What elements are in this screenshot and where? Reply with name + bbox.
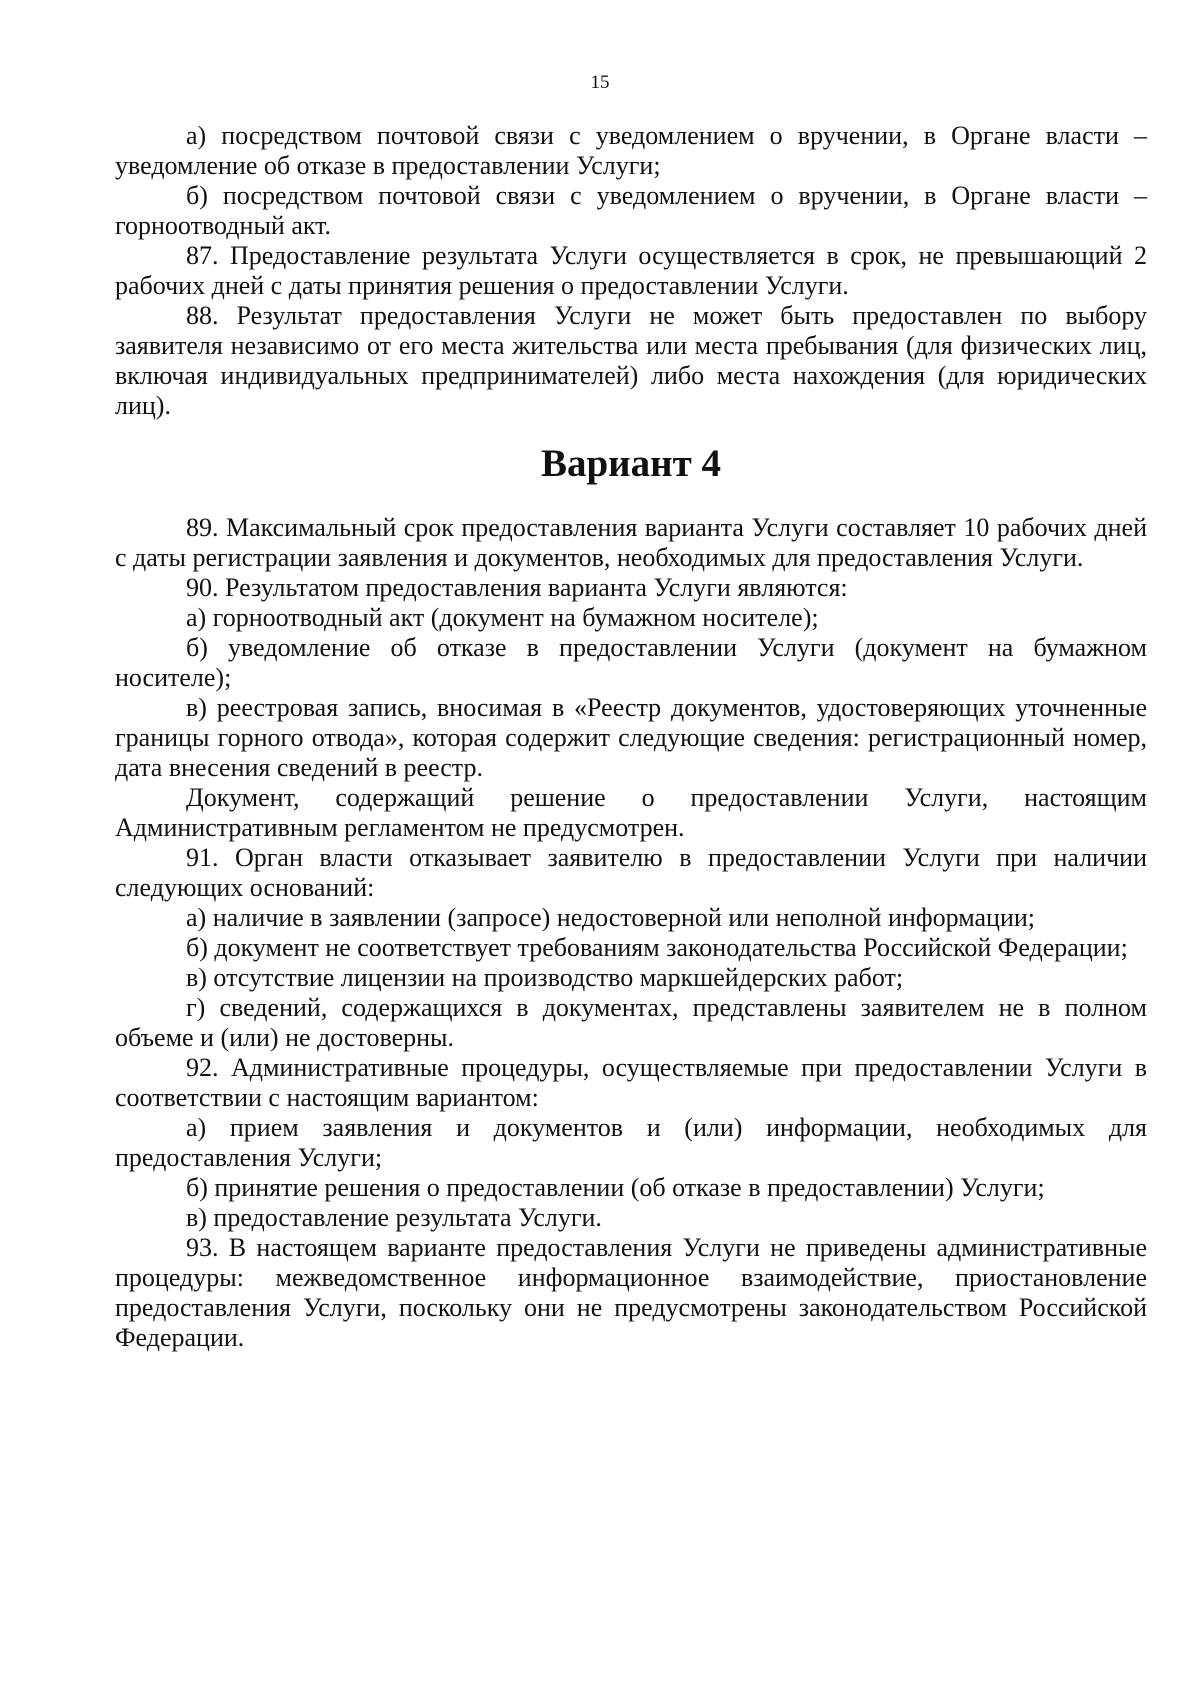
paragraph-87: 87. Предоставление результата Услуги осуществляется в срок, не превышающий 2 рабочих дней с даты принятия решения о предоставлении Услуги. <box>115 241 1147 300</box>
paragraph-92c: в) предоставление результата Услуги. <box>186 1203 602 1232</box>
paragraph-91b: б) документ не соответствует требованиям законодательства Российской Федерации; <box>186 933 1128 962</box>
paragraph-92: 92. Административные процедуры, осуществляемые при предоставлении Услуги в соответствии с настоящим вариантом: <box>115 1053 1147 1112</box>
paragraph-90c: в) реестровая запись, вносимая в «Реестр документов, удостоверяющих уточненные границы горного отвода», которая содержит следующие сведения: регистрационный номер, дата внесения сведений в реестр. <box>115 693 1147 782</box>
paragraph-92a: а) прием заявления и документов и (или) информации, необходимых для предоставления Услуги; <box>115 1113 1147 1172</box>
paragraph-document-note: Документ, содержащий решение о предоставлении Услуги, настоящим Административным регламентом не предусмотрен. <box>115 783 1147 842</box>
paragraph-91a: а) наличие в заявлении (запросе) недостоверной или неполной информации; <box>186 903 1036 932</box>
paragraph-91d: г) сведений, содержащихся в документах, представлены заявителем не в полном объеме и (или) не достоверны. <box>115 993 1147 1052</box>
document-body <box>115 121 1147 1353</box>
paragraph-86b: б) посредством почтовой связи с уведомлением о вручении, в Органе власти – горноотводный акт. <box>115 181 1147 240</box>
paragraph-93: 93. В настоящем варианте предоставления Услуги не приведены административные процедуры: межведомственное информационное взаимодействие, приостановление предоставления Услуги, поскольку они не предусмотрены законодательством Российской Федерации. <box>115 1233 1147 1352</box>
paragraph-86a: а) посредством почтовой связи с уведомлением о вручении, в Органе власти – уведомление об отказе в предоставлении Услуги; <box>115 121 1147 180</box>
page-number: 15 <box>590 72 610 93</box>
section-heading: Вариант 4 <box>540 442 722 485</box>
paragraph-90a: а) горноотводный акт (документ на бумажном носителе); <box>186 603 819 632</box>
paragraph-90: 90. Результатом предоставления варианта Услуги являются: <box>186 573 848 602</box>
paragraph-90b: б) уведомление об отказе в предоставлении Услуги (документ на бумажном носителе); <box>115 633 1147 692</box>
paragraph-92b: б) принятие решения о предоставлении (об отказе в предоставлении) Услуги; <box>186 1173 1045 1202</box>
paragraph-91: 91. Орган власти отказывает заявителю в предоставлении Услуги при наличии следующих оснований: <box>115 843 1147 902</box>
paragraph-88: 88. Результат предоставления Услуги не может быть предоставлен по выбору заявителя независимо от его места жительства или места пребывания (для физических лиц, включая индивидуальных предпринимателей) либо места нахождения (для юридических лиц). <box>115 301 1147 420</box>
paragraph-89: 89. Максимальный срок предоставления варианта Услуги составляет 10 рабочих дней с даты регистрации заявления и документов, необходимых для предоставления Услуги. <box>115 513 1147 572</box>
paragraph-91c: в) отсутствие лицензии на производство маркшейдерских работ; <box>186 963 904 992</box>
